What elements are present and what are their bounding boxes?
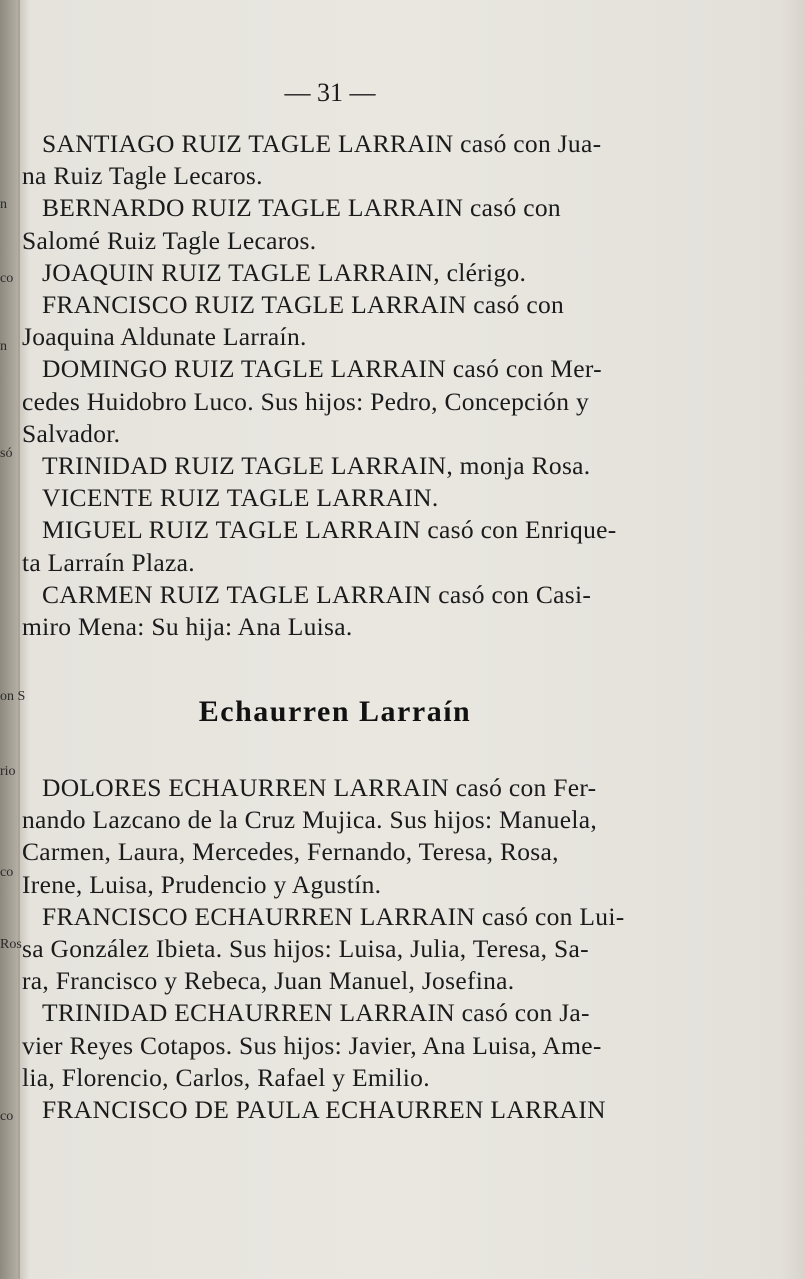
margin-fragment: on S bbox=[0, 689, 26, 704]
entry-paragraph bbox=[22, 353, 652, 450]
entry-line: FRANCISCO ECHAURREN LARRAIN casó con Lui- bbox=[42, 901, 625, 931]
entry-paragraph bbox=[22, 772, 652, 901]
entry-line: JOAQUIN RUIZ TAGLE LARRAIN, clérigo. bbox=[42, 257, 527, 287]
entry-line: VICENTE RUIZ TAGLE LARRAIN. bbox=[42, 483, 439, 513]
entry-line: BERNARDO RUIZ TAGLE LARRAIN casó con bbox=[42, 193, 561, 223]
entry-line: lia, Florencio, Carlos, Rafael y Emilio. bbox=[22, 1062, 430, 1092]
entry-paragraph bbox=[22, 579, 652, 643]
page-number: — 31 — bbox=[284, 78, 376, 107]
entry-line: nando Lazcano de la Cruz Mujica. Sus hijos: Manuela, bbox=[22, 805, 598, 835]
entry-paragraph bbox=[22, 1094, 652, 1126]
margin-fragment: co bbox=[0, 865, 14, 880]
margin-fragment: n bbox=[0, 339, 7, 354]
entry-line: Joaquina Aldunate Larraín. bbox=[22, 322, 307, 352]
margin-fragment: co bbox=[0, 271, 14, 286]
margin-fragment: co bbox=[0, 1109, 14, 1124]
entry-line: miro Mena: Su hija: Ana Luisa. bbox=[22, 612, 353, 642]
entry-line: sa González Ibieta. Sus hijos: Luisa, Julia, Teresa, Sa- bbox=[22, 934, 589, 964]
entry-paragraph bbox=[22, 997, 652, 1094]
entry-line: DOMINGO RUIZ TAGLE LARRAIN casó con Mer- bbox=[42, 354, 602, 384]
entry-line: Carmen, Laura, Mercedes, Fernando, Teresa, Rosa, bbox=[22, 837, 559, 867]
entry-line: SANTIAGO RUIZ TAGLE LARRAIN casó con Jua- bbox=[42, 129, 602, 158]
section-heading: Echaurren Larraín bbox=[198, 695, 472, 728]
entry-paragraph bbox=[22, 192, 652, 256]
entry-paragraph bbox=[22, 482, 652, 514]
entry-paragraph bbox=[22, 514, 652, 578]
margin-fragment: rio bbox=[0, 764, 16, 779]
entry-line: Salomé Ruiz Tagle Lecaros. bbox=[22, 225, 317, 255]
section-echaurren bbox=[22, 772, 652, 1126]
margin-fragment: n bbox=[0, 197, 7, 212]
entry-paragraph bbox=[22, 128, 652, 192]
entry-line: MIGUEL RUIZ TAGLE LARRAIN casó con Enrique- bbox=[42, 515, 617, 545]
entry-line: vier Reyes Cotapos. Sus hijos: Javier, Ana Luisa, Ame- bbox=[22, 1030, 602, 1060]
entry-line: ra, Francisco y Rebeca, Juan Manuel, Josefina. bbox=[22, 966, 515, 996]
entry-paragraph bbox=[22, 450, 652, 482]
entry-line: na Ruiz Tagle Lecaros. bbox=[22, 161, 263, 191]
section-ruiz-tagle bbox=[22, 128, 652, 643]
page-edge bbox=[18, 0, 20, 1279]
margin-fragment: só bbox=[0, 446, 13, 461]
entry-line: FRANCISCO RUIZ TAGLE LARRAIN casó con bbox=[42, 290, 565, 320]
entry-line: cedes Huidobro Luco. Sus hijos: Pedro, Concepción y bbox=[22, 386, 590, 416]
entry-line: Irene, Luisa, Prudencio y Agustín. bbox=[22, 869, 382, 899]
entry-paragraph bbox=[22, 289, 652, 353]
entry-paragraph bbox=[22, 901, 652, 998]
entry-paragraph bbox=[22, 257, 652, 289]
entry-line: Salvador. bbox=[22, 418, 121, 448]
entry-line: FRANCISCO DE PAULA ECHAURREN LARRAIN bbox=[42, 1095, 606, 1125]
entry-line: TRINIDAD RUIZ TAGLE LARRAIN, monja Rosa. bbox=[42, 451, 591, 481]
margin-fragment: Ros bbox=[0, 937, 22, 952]
entry-line: ta Larraín Plaza. bbox=[22, 547, 195, 577]
entry-line: CARMEN RUIZ TAGLE LARRAIN casó con Casi- bbox=[42, 579, 592, 609]
entry-line: DOLORES ECHAURREN LARRAIN casó con Fer- bbox=[42, 773, 597, 802]
entry-line: TRINIDAD ECHAURREN LARRAIN casó con Ja- bbox=[42, 998, 590, 1028]
facing-page-gutter bbox=[0, 0, 18, 1279]
